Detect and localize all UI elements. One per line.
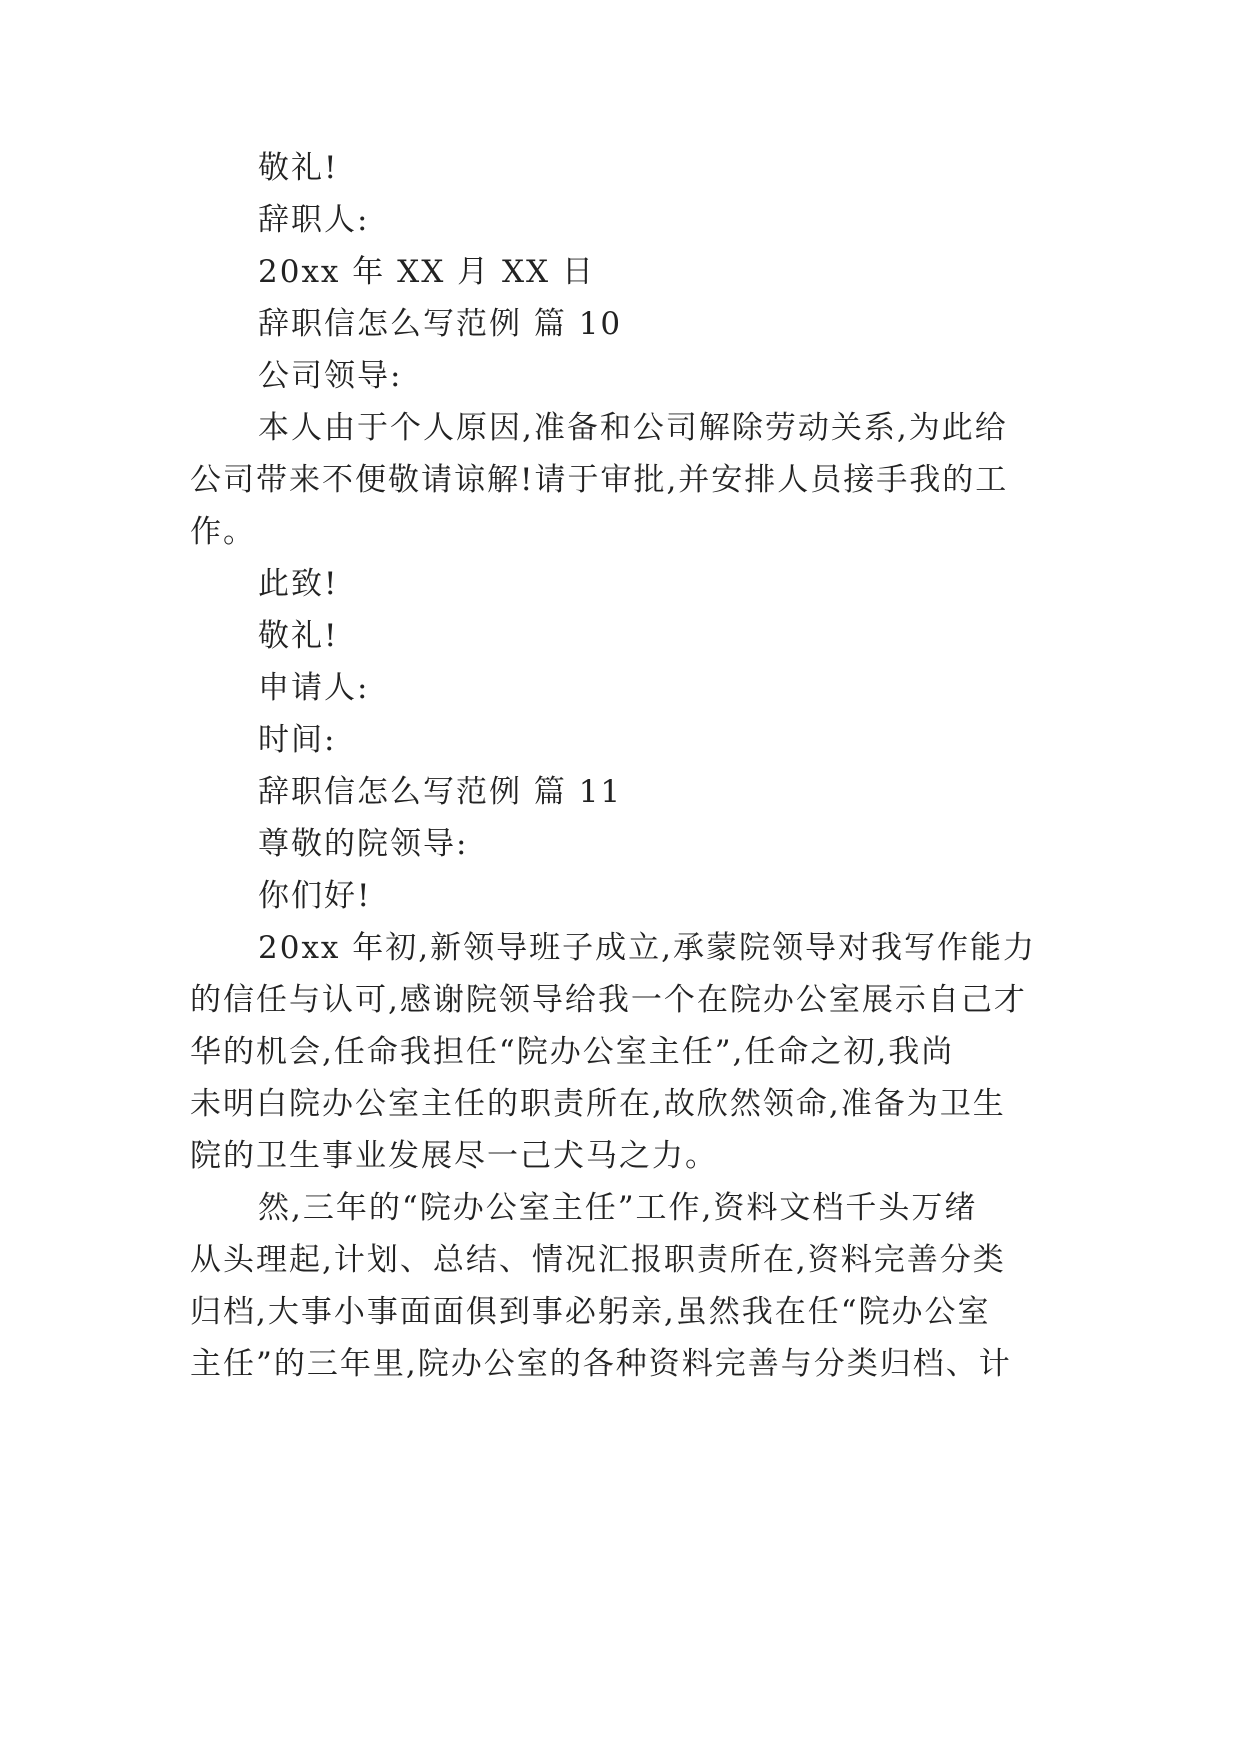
paragraph-line: 归档,大事小事面面俱到事必躬亲,虽然我在任“院办公室 (190, 1294, 991, 1330)
paragraph-line: 院的卫生事业发展尽一己犬马之力。 (190, 1138, 718, 1174)
applicant-label: 申请人: (258, 670, 370, 706)
closing-salutation: 敬礼! (258, 618, 339, 654)
paragraph-line: 华的机会,任命我担任“院办公室主任”,任命之初,我尚 (190, 1034, 955, 1070)
greeting: 你们好! (258, 878, 372, 914)
paragraph-line: 作。 (190, 514, 256, 550)
paragraph-line: 从头理起,计划、总结、情况汇报职责所在,资料完善分类 (190, 1242, 1006, 1278)
paragraph-line: 20xx 年初,新领导班子成立,承蒙院领导对我写作能力 (258, 930, 1036, 966)
section-heading-11: 辞职信怎么写范例 篇 11 (258, 774, 623, 810)
section-heading-10: 辞职信怎么写范例 篇 10 (258, 306, 623, 342)
addressee: 公司领导: (258, 358, 403, 394)
paragraph-line: 本人由于个人原因,准备和公司解除劳动关系,为此给 (258, 410, 1008, 446)
date-line: 20xx 年 XX 月 XX 日 (258, 254, 595, 290)
paragraph-line: 未明白院办公室主任的职责所在,故欣然领命,准备为卫生 (190, 1086, 1006, 1122)
time-label: 时间: (258, 722, 337, 758)
paragraph-line: 然,三年的“院办公室主任”工作,资料文档千头万绪 (258, 1190, 978, 1226)
paragraph-line: 公司带来不便敬请谅解!请于审批,并安排人员接手我的工 (190, 462, 1009, 498)
paragraph-line: 主任”的三年里,院办公室的各种资料完善与分类归档、计 (190, 1346, 1012, 1382)
paragraph-line: 的信任与认可,感谢院领导给我一个在院办公室展示自己才 (190, 982, 1027, 1018)
closing-line: 此致! (258, 566, 339, 602)
signer-label: 辞职人: (258, 202, 370, 238)
addressee: 尊敬的院领导: (258, 826, 469, 862)
closing-salutation: 敬礼! (258, 150, 339, 186)
